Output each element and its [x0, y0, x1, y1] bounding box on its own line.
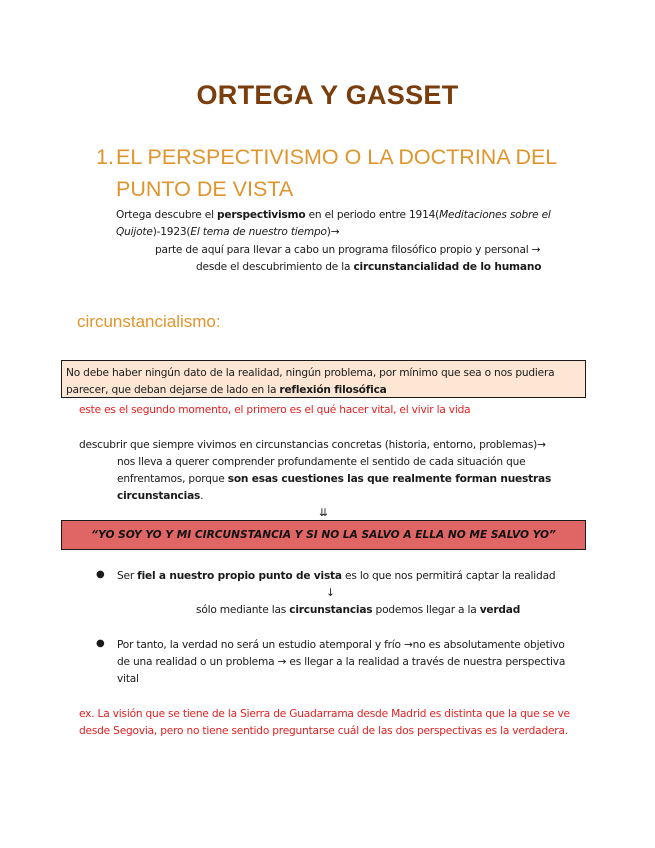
- intro-line-2: parte de aquí para llevar a cabo un programa filosófico propio y personal →: [155, 244, 541, 256]
- down-arrow-icon: ↓: [326, 587, 335, 599]
- subsection-heading: circunstancialismo:: [77, 312, 221, 331]
- bullet-icon: ●: [96, 638, 105, 649]
- para-line-2: nos lleva a querer comprender profundamente el sentido de cada situación que: [117, 456, 526, 468]
- para-line-3: enfrentamos, porque son esas cuestiones las que realmente forman nuestras: [117, 473, 552, 485]
- example-line-1: ex. La visión que se tiene de la Sierra de Guadarrama desde Madrid es distinta que la que se ve: [79, 708, 570, 720]
- bullet-1-line-2: sólo mediante las circunstancias podemos llegar a la verdad: [196, 604, 521, 616]
- bullet-1-line-1: Ser fiel a nuestro propio punto de vista es lo que nos permitirá captar la realidad: [117, 570, 556, 582]
- red-note: este es el segundo momento, el primero es el qué hacer vital, el vivir la vida: [79, 404, 471, 416]
- example-line-2: desde Segovia, pero no tiene sentido preguntarse cuál de las dos perspectivas es la verdadera.: [79, 725, 568, 737]
- section-number: 1.: [96, 145, 114, 169]
- heading-line-2: PUNTO DE VISTA: [116, 177, 294, 201]
- box-line-1: No debe haber ningún dato de la realidad, ningún problema, por mínimo que sea o nos pudiera: [66, 367, 555, 379]
- para-line-4: circunstancias.: [117, 490, 204, 502]
- highlight-box: [61, 360, 586, 398]
- bullet-2-line-3: vital: [117, 673, 139, 685]
- bullet-2-line-1: Por tanto, la verdad no será un estudio atemporal y frío →no es absolutamente objetivo: [117, 639, 565, 651]
- double-down-arrow-icon: ⇊: [319, 507, 328, 519]
- page-title: ORTEGA Y GASSET: [196, 80, 459, 110]
- bullet-2-line-2: de una realidad o un problema → es llegar a la realidad a través de nuestra perspectiva: [117, 656, 566, 668]
- para-line-1: descubrir que siempre vivimos en circunstancias concretas (historia, entorno, problemas)→: [79, 439, 546, 451]
- intro-line-3: desde el descubrimiento de la circunstancialidad de lo humano: [196, 261, 542, 273]
- bullet-icon: ●: [96, 569, 105, 580]
- heading-line-1: EL PERSPECTIVISMO O LA DOCTRINA DEL: [116, 145, 558, 169]
- box-line-2: parecer, que deban dejarse de lado en la reflexión filosófica: [66, 384, 387, 396]
- section-heading: [96, 141, 566, 205]
- intro-paragraph: Ortega descubre el perspectivismo en el periodo entre 1914(Meditaciones sobre el Quijote)-1923(El tema de nuestro tiempo)→: [116, 209, 551, 238]
- quote-banner: “YO SOY YO Y MI CIRCUNSTANCIA Y SI NO LA SALVO A ELLA NO ME SALVO YO”: [61, 520, 586, 550]
